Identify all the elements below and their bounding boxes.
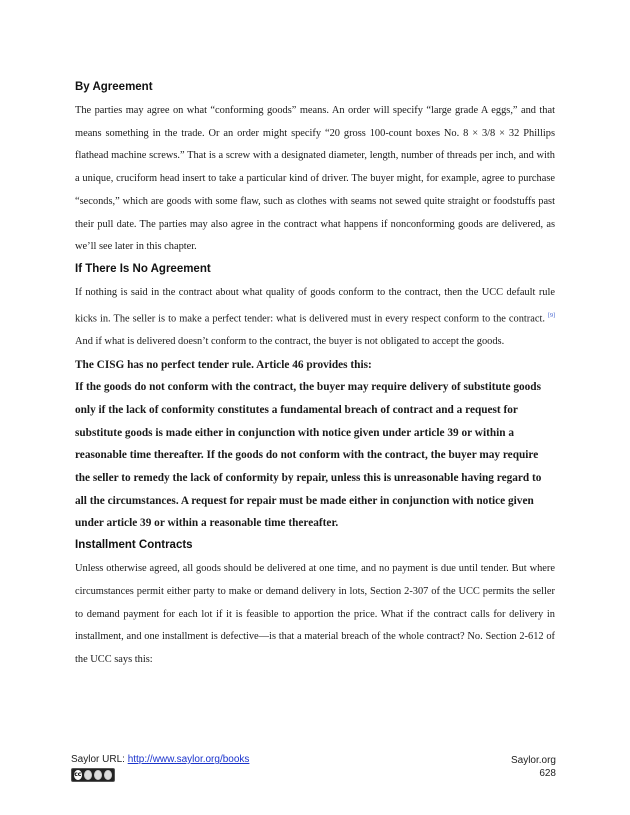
footer-url-link[interactable]: http://www.saylor.org/books: [127, 754, 250, 765]
noncommercial-icon: [94, 770, 102, 780]
paragraph-no-agreement-part-a: If nothing is said in the contract about what quality of goods conform to the contract, then the UCC default rule kicks in. The seller is to make a perfect tender: what is delivered must in every respect conform to the contract.: [75, 286, 555, 325]
footnote-link[interactable]: [9]: [548, 312, 555, 319]
footer-site: Saylor.org: [510, 755, 556, 766]
heading-installment-contracts: Installment Contracts: [75, 539, 193, 552]
paragraph-no-agreement: [75, 282, 555, 354]
footer-url: [71, 754, 249, 765]
footer-url-label: Saylor URL:: [71, 754, 128, 765]
heading-by-agreement: By Agreement: [75, 81, 153, 93]
page-number: 628: [539, 768, 556, 779]
creative-commons-badge[interactable]: [71, 768, 115, 782]
attribution-icon: [84, 770, 92, 780]
footer-right: [511, 754, 556, 780]
paragraph-installment-contracts: Unless otherwise agreed, all goods should be delivered at one time, and no payment is due until tender. But where circumstances permit either party to make or demand delivery in lots, Section 2-307 of the UCC permits the seller to demand payment for each lot if it is feasible to apportion the price. What if the contract calls for delivery in installment, and one installment is defective—is that a material breach of the whole contract? No. Section 2-612 of the UCC says this:: [75, 563, 555, 665]
page-content: [75, 80, 555, 672]
cisg-article-46-quote: If the goods do not conform with the contract, the buyer may require delivery of substitute goods only if the lack of conformity constitutes a fundamental breach of contract and a request for substitute goods is made either in conjunction with notice given under article 39 or within a reasonable time thereafter. If the goods do not conform with the contract, the buyer may require the seller to remedy the lack of conformity by repair, unless this is unreasonable having regard to all the circumstances. A request for repair must be made either in conjunction with notice given under article 39 or within a reasonable time thereafter.: [75, 381, 542, 530]
cc-icon: cc: [74, 771, 82, 778]
cisg-intro: The CISG has no perfect tender rule. Article 46 provides this:: [75, 358, 372, 371]
share-alike-icon: [104, 770, 112, 780]
paragraph-no-agreement-part-b: And if what is delivered doesn’t conform to the contract, the buyer is not obligated to accept the goods.: [75, 335, 505, 347]
paragraph-by-agreement: The parties may agree on what “conforming goods” means. An order will specify “large grade A eggs,” and that means something in the trade. Or an order might specify “20 gross 100-count boxes No. 8 × 3/8 × 32 Phillips flathead machine screws.” That is a screw with a designated diameter, length, number of threads per inch, and with a unique, cruciform head insert to take a particular kind of driver. The buyer might, for example, agree to purchase “seconds,” which are goods with some flaw, such as clothes with seams not sewed quite straight or foodstuffs past their pull date. The parties may also agree in the contract what happens if nonconforming goods are delivered, as we’ll see later in this chapter.: [75, 105, 555, 253]
heading-no-agreement: If There Is No Agreement: [75, 262, 211, 275]
